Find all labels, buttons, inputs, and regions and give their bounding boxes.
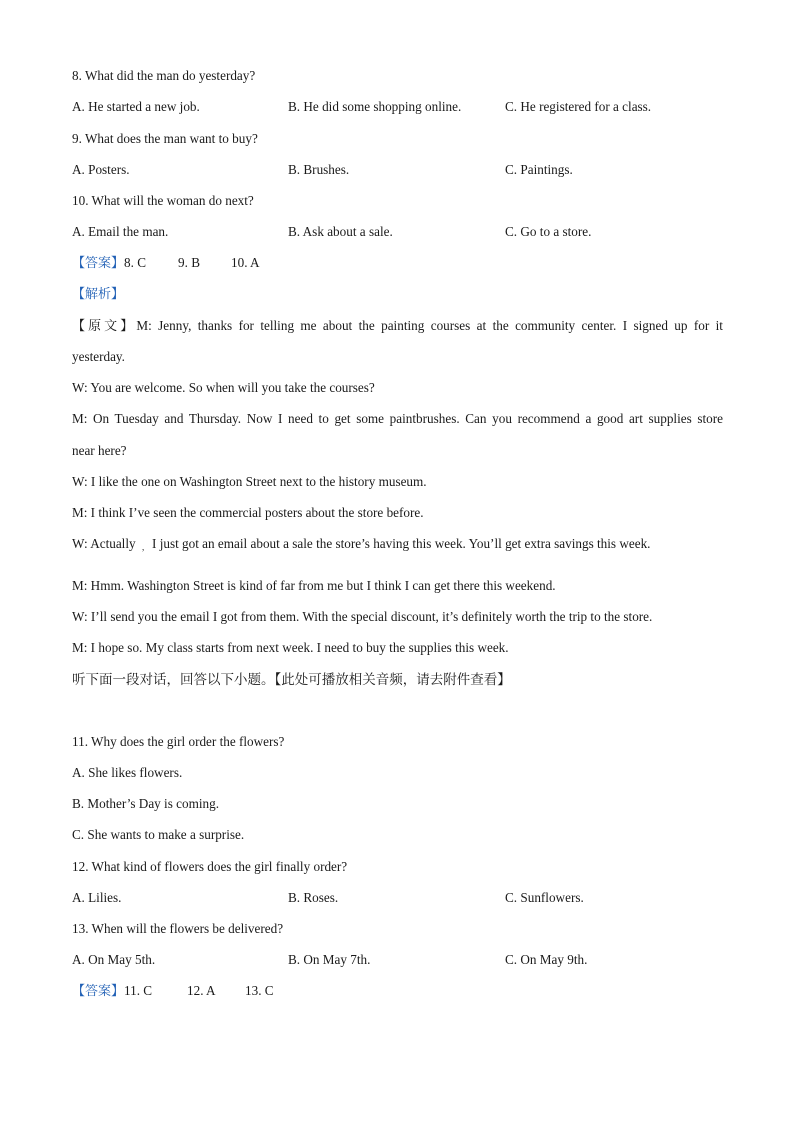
question-8-option-b: B. He did some shopping online. xyxy=(288,99,462,114)
transcript-line: near here? xyxy=(72,443,127,458)
question-10-option-c: C. Go to a store. xyxy=(505,224,592,239)
comma-mark: , xyxy=(142,542,145,552)
transcript-line: M: I hope so. My class starts from next week. I need to buy the supplies this week. xyxy=(72,640,509,655)
question-13-option-c: C. On May 9th. xyxy=(505,952,588,967)
transcript-line: M: I think I’ve seen the commercial posters about the store before. xyxy=(72,505,424,520)
question-12-stem: 12. What kind of flowers does the girl finally order? xyxy=(72,859,348,874)
transcript-label: 【原文】 xyxy=(72,319,137,334)
answer-label: 【答案】 xyxy=(72,984,125,999)
question-8-stem: 8. What did the man do yesterday? xyxy=(72,68,256,83)
question-11-option-c: C. She wants to make a surprise. xyxy=(72,827,245,842)
transcript-line: yesterday. xyxy=(72,349,125,364)
question-11-option-a: A. She likes flowers. xyxy=(72,765,183,780)
question-10-option-a: A. Email the man. xyxy=(72,224,169,239)
answer-label: 【答案】 xyxy=(72,256,125,271)
question-12-option-c: C. Sunflowers. xyxy=(505,890,584,905)
transcript-line: M: On Tuesday and Thursday. Now I need to get some paintbrushes. Can you recommend a good art supplies store xyxy=(72,411,723,426)
question-10-option-b: B. Ask about a sale. xyxy=(288,224,393,239)
question-12-option-a: A. Lilies. xyxy=(72,890,122,905)
transcript-line: I just got an email about a sale the store’s having this week. You’ll get extra savings this week. xyxy=(152,536,651,551)
transcript-line: W: I like the one on Washington Street next to the history museum. xyxy=(72,474,427,489)
question-9-option-a: A. Posters. xyxy=(72,162,130,177)
answer-item: 9. B xyxy=(178,255,200,270)
transcript-line: W: You are welcome. So when will you take the courses? xyxy=(72,380,375,395)
question-8-option-c: C. He registered for a class. xyxy=(505,99,652,114)
transcript-line: W: Actually xyxy=(72,536,136,551)
question-12-option-b: B. Roses. xyxy=(288,890,339,905)
question-8-option-a: A. He started a new job. xyxy=(72,99,200,114)
analysis-label: 【解析】 xyxy=(72,287,125,302)
question-10-stem: 10. What will the woman do next? xyxy=(72,193,254,208)
question-13-option-b: B. On May 7th. xyxy=(288,952,371,967)
question-9-stem: 9. What does the man want to buy? xyxy=(72,131,258,146)
answer-item: 13. C xyxy=(245,983,274,998)
transcript-line: W: I’ll send you the email I got from them. With the special discount, it’s definitely worth the trip to the store. xyxy=(72,609,653,624)
answer-item: 10. A xyxy=(231,255,260,270)
question-11-stem: 11. Why does the girl order the flowers? xyxy=(72,734,285,749)
question-13-option-a: A. On May 5th. xyxy=(72,952,156,967)
question-13-stem: 13. When will the flowers be delivered? xyxy=(72,921,284,936)
transcript-line xyxy=(72,317,723,336)
answer-item: 12. A xyxy=(187,983,216,998)
answer-block-1 xyxy=(72,254,146,273)
question-11-option-b: B. Mother’s Day is coming. xyxy=(72,796,220,811)
question-9-option-b: B. Brushes. xyxy=(288,162,350,177)
transcript-line: M: Hmm. Washington Street is kind of far from me but I think I can get there this weekend. xyxy=(72,578,556,593)
answer-item: 8. C xyxy=(124,255,146,270)
answer-item: 11. C xyxy=(124,983,153,998)
question-9-option-c: C. Paintings. xyxy=(505,162,573,177)
listening-instruction: 听下面一段对话，回答以下小题。【此处可播放相关音频，请去附件查看】 xyxy=(72,672,511,688)
transcript-text: M: Jenny, thanks for telling me about the painting courses at the community center. I signed up for it xyxy=(136,318,723,333)
answer-block-2 xyxy=(72,982,152,1001)
